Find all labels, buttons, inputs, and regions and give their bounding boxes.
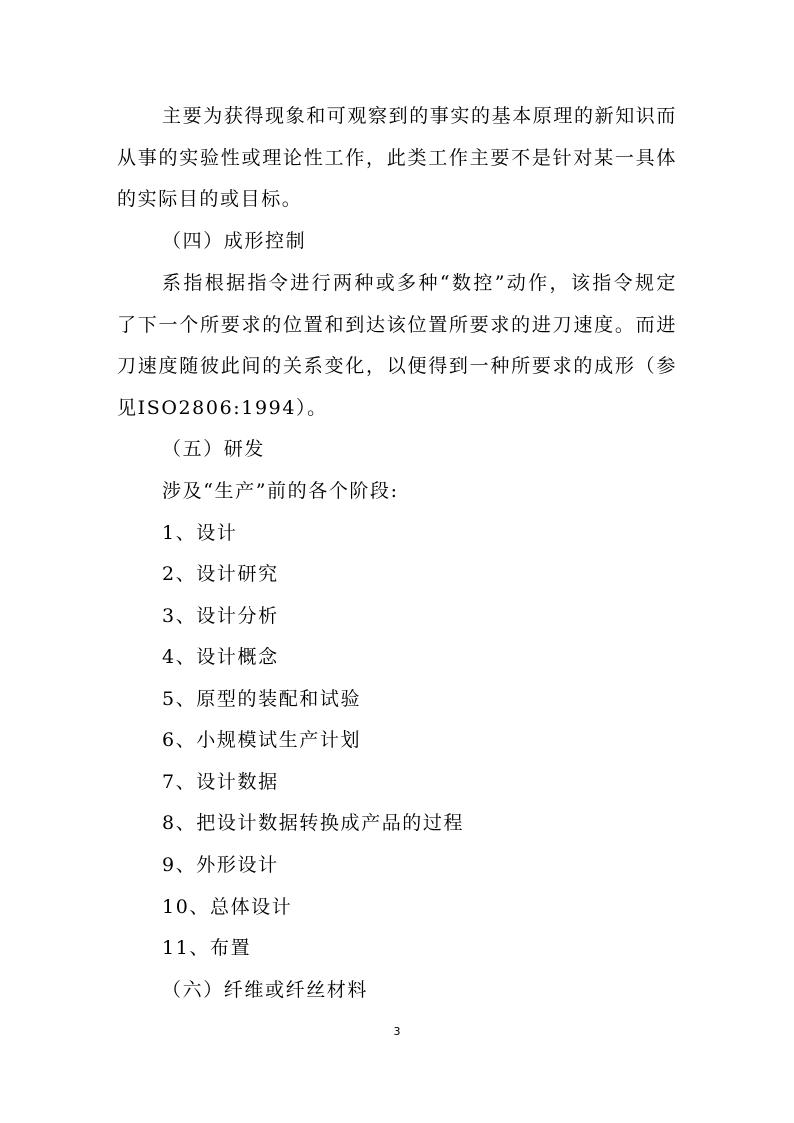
- paragraph-basic-research: 主要为获得现象和可观察到的事实的基本原理的新知识而从事的实验性或理论性工作，此类工作主要不是针对某一具体的实际目的或目标。: [117, 105, 678, 210]
- list-item: 10、总体设计: [162, 896, 293, 918]
- list-item: 9、外形设计: [162, 854, 279, 876]
- list-item: 3、设计分析: [162, 605, 279, 627]
- list-item: 4、设计概念: [162, 646, 279, 668]
- list-item: 8、把设计数据转换成产品的过程: [162, 812, 465, 834]
- paragraph-forming-control: 系指根据指令进行两种或多种“数控”动作，该指令规定了下一个所要求的位置和到达该位置所要求的进刀速度。而进刀速度随彼此间的关系变化，以便得到一种所要求的成形（参见ISO2806:1994）。: [117, 272, 677, 419]
- list-item: 2、设计研究: [162, 563, 279, 585]
- heading-fibrous-materials: （六）纤维或纤丝材料: [162, 979, 369, 1001]
- heading-forming-control: （四）成形控制: [162, 230, 307, 252]
- list-item: 11、布置: [162, 937, 252, 959]
- heading-research-development: （五）研发: [162, 438, 266, 460]
- list-item: 5、原型的装配和试验: [162, 688, 362, 710]
- list-item: 1、设计: [162, 522, 238, 544]
- paragraph-stages-intro: 涉及“生产”前的各个阶段:: [162, 480, 399, 502]
- list-item: 6、小规模试生产计划: [162, 729, 362, 751]
- list-item: 7、设计数据: [162, 771, 279, 793]
- page-number: 3: [393, 1025, 401, 1038]
